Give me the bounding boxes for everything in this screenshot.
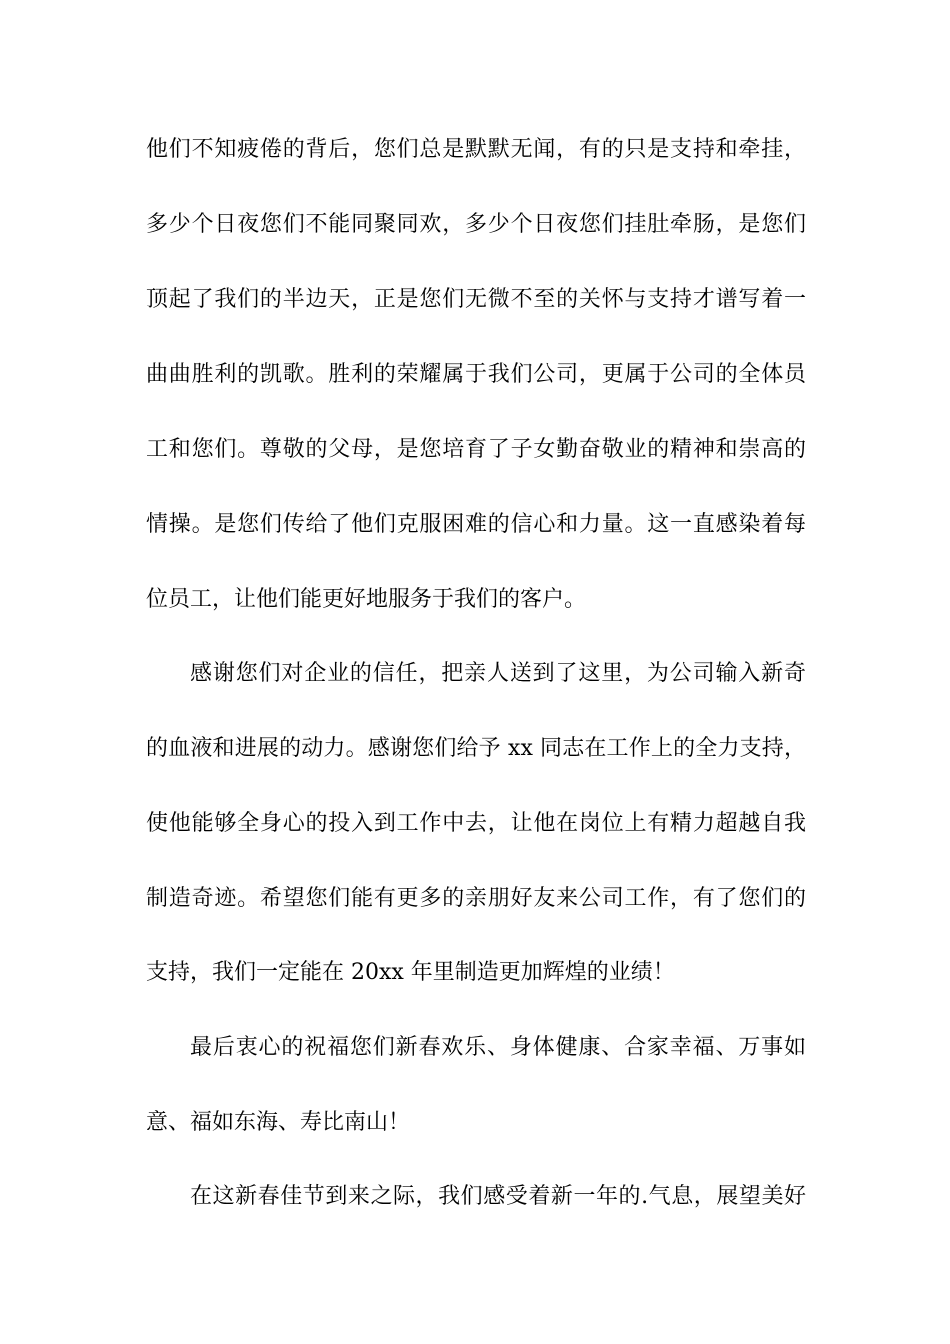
text-line: 多少个日夜您们不能同聚同欢，多少个日夜您们挂肚牵肠，是您们 <box>146 212 806 237</box>
text-line: 顶起了我们的半边天，正是您们无微不至的关怀与支持才谱写着一 <box>146 287 806 312</box>
text-line: 使他能够全身心的投入到工作中去，让他在岗位上有精力超越自我 <box>146 811 806 836</box>
text-line: 曲曲胜利的凯歌。胜利的荣耀属于我们公司，更属于公司的全体员 <box>146 362 806 387</box>
text-line: 制造奇迹。希望您们能有更多的亲朋好友来公司工作，有了您们的 <box>146 886 806 911</box>
text-line: 位员工，让他们能更好地服务于我们的客户。 <box>146 587 587 612</box>
text-line: 支持，我们一定能在 20xx 年里制造更加辉煌的业绩！ <box>146 960 675 985</box>
text-line: 情操。是您们传给了他们克服困难的信心和力量。这一直感染着每 <box>146 512 806 537</box>
text-line: 在这新春佳节到来之际，我们感受着新一年的.气息，展望美好 <box>190 1184 806 1209</box>
text-line: 他们不知疲倦的背后，您们总是默默无闻，有的只是支持和牵挂， <box>146 137 806 162</box>
text-line: 意、福如东海、寿比南山！ <box>146 1110 411 1135</box>
text-line: 最后衷心的祝福您们新春欢乐、身体健康、合家幸福、万事如 <box>190 1035 806 1060</box>
text-line: 感谢您们对企业的信任，把亲人送到了这里，为公司输入新奇 <box>190 661 806 686</box>
text-line: 工和您们。尊敬的父母，是您培育了子女勤奋敬业的精神和崇高的 <box>146 437 806 462</box>
text-line: 的血液和进展的动力。感谢您们给予 xx 同志在工作上的全力支持， <box>146 736 806 761</box>
